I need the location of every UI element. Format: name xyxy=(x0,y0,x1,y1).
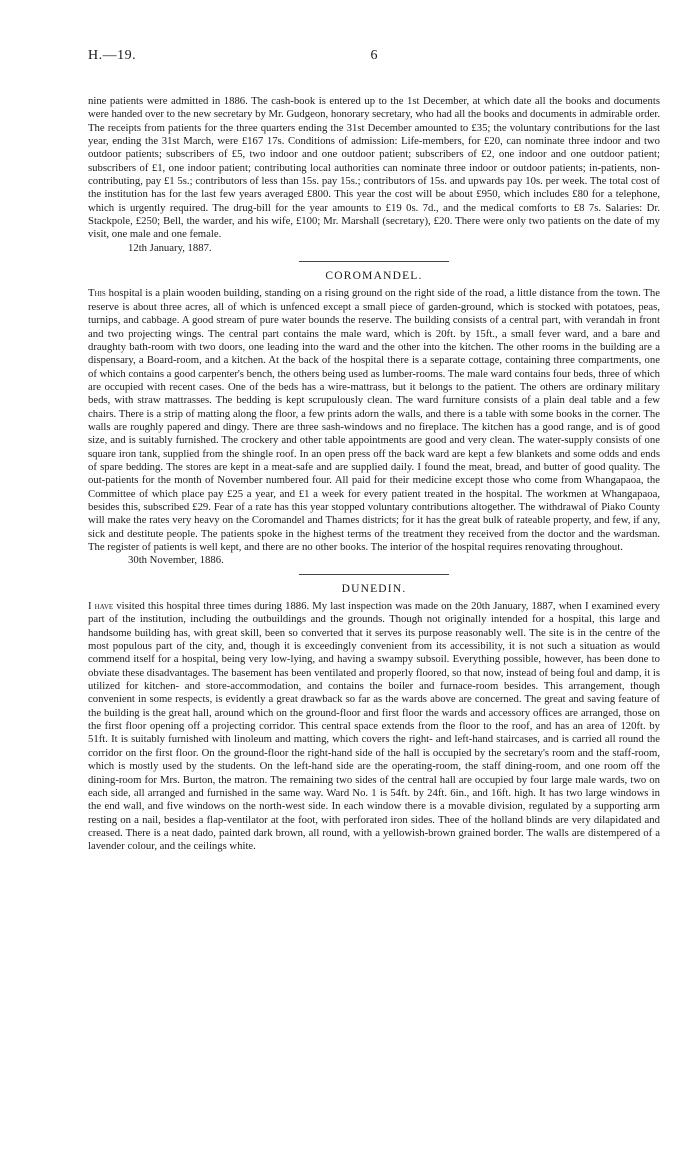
page-number: 6 xyxy=(370,48,378,63)
section-divider xyxy=(299,261,449,262)
report-reference: H.—19. xyxy=(88,48,137,63)
document-body xyxy=(88,95,660,854)
section-divider xyxy=(299,574,449,575)
dunedin-text: visited this hospital three times during 1886. My last inspection was made on the 20th January, 1887, when I examined every part of the institution, including the outbuildings and the grounds. Though not originally intended for a hospital, this large and handsome building has, with great skill, been so converted that it serves its purpose reasonably well. The site is in the centre of the most populous part of the city, and, though it is exceedingly convenient from its accessibility, it is not such a situation as would commend itself for a hospital, being very low-lying, and having a swampy subsoil. Everything possible, however, has been done to obviate these disadvantages. The basement has been ventilated and properly floored, so that now, instead of being foul and damp, it is utilized for kitchen- and store-accommodation, and contains the boiler and furnace-room besides. This arrangement, though convenient in some respects, is evidently a great drawback so far as the wards above are concerned. The great and saving feature of the building is the great hall, around which on the ground-floor and first floor the wards and accessory offices are arranged, those on the first floor opening off a projecting corridor. This central space extends from the floor to the roof, and has an area of 120ft. by 51ft. It is suitably furnished with linoleum and matting, which covers the right- and left-hand staircases, and is carried all round the corridor on the first floor. On the ground-floor the right-hand side of the hall is occupied by the secretary's room and the staff-room, which is mostly used by the students. On the left-hand side are the operating-room, the staff dining-room, and one room off the dining-room for Mrs. Burton, the matron. The remaining two sides of the central hall are occupied by four large male wards, two on each side, all arranged and furnished in the same way. Ward No. 1 is 54ft. by 24ft. 6in., and 16ft. high. It has two large windows in the end wall, and five windows on the north-west side. In each window there is a movable division, regulated by a supporting arm resting on a nail, besides a flap-ventilator at the foot, with perforated iron sides. Thee of the holland blinds are very dilapidated and creased. There is a neat dado, painted dark brown, all round, with a yellowish-brown grained border. The walls are distempered of a lavender colour, and the ceilings white. xyxy=(88,600,660,853)
section-title-coromandel: COROMANDEL. xyxy=(325,270,423,283)
dunedin-first-word: I have xyxy=(88,600,114,613)
running-head xyxy=(88,48,660,68)
section-title-dunedin: DUNEDIN. xyxy=(341,582,407,595)
coromandel-text: hospital is a plain wooden building, standing on a rising ground on the right side of the road, a little distance from the town. The reserve is about three acres, all of which is unfenced except a small piece of garden-ground, which is stocked with potatoes, peas, turnips, and cabbage. A good stream of pure water bounds the reserve. The building consists of a central part, with verandah in front and two projecting wings. The central part contains the male ward, which is 20ft. by 15ft., a small fever ward, and a bare and draughty bath-room with two doors, one leading into the ward and the other into the kitchen. The other rooms in the building are a dispensary, a Board-room, and a kitchen. At the back of the hospital there is a separate cottage, containing three compartments, one of which contains a good carpenter's bench, the others being used as lumber-rooms. The male ward contains four beds, three of which are occupied with recent cases. One of the beds has a wire-mattrass, but it belongs to the patient. The others are ordinary military beds, with straw mattrasses. The bedding is kept scrupulously clean. The ward furniture consists of a plain deal table and a few chairs. There is a strip of matting along the floor, a few prints adorn the walls, and there is a table with some books in the corner. The walls are roughly papered and dingy. There are three sash-windows and no fireplace. The kitchen has a good range, and is of good size, and is suitably furnished. The crockery and other table appointments are good and very clean. The water-supply consists of one square iron tank, supplied from the shingle roof. In an open press off the back ward are kept a few blankets and some odds and ends of spare bedding. The stores are kept in a meat-safe and are supplied daily. I found the meat, bread, and butter of good quality. The out-patients for the month of November numbered four. All paid for their medicine except those who come from Whangapaoa, the Committee of which place pay £25 a year, and £1 a week for every patient treated in the hospital. The workmen at Whangapaoa, besides this, subscribed £29. Fear of a rate has this year stopped voluntary contributions altogether. The withdrawal of Piako County will make the rates very heavy on the Coromandel and Thames districts; for it has the great bulk of rateable property, and few, if any, sick and destitute people. The patients spoke in the highest terms of the treatment they received from the doctor and the wardsman. The register of patients is well kept, and there are no other books. The interior of the hospital requires renovating throughout. xyxy=(88,287,660,553)
continuation-paragraph: nine patients were admitted in 1886. The cash-book is entered up to the 1st December, at which date all the books and documents were handed over to the new secretary by Mr. Gudgeon, honorary secretary, who had all the books and documents in admirable order. The receipts from patients for the three quarters ending the 31st December amounted to £35; the voluntary contributions for the last year, ending the 31st March, were £167 17s. Conditions of admission: Life-members, for £20, can nominate three indoor and two outdoor patients; subscribers of £5, two indoor and one outdoor patient; subscribers of £2, one indoor and one outdoor patient; subscribers of £1, one indoor patient; contributing local authorities can nominate three indoor or outdoor patients; in-patients, non-contributing, pay £1 5s.; contributors of less than 15s. pay 15s.; contributors of 15s. and upwards pay 10s. per week. The total cost of the institution has for the last few years averaged £800. This year the cost will be about £950, which includes £80 for a telephone, which is urgently required. The drug-bill for the year amounts to £19 0s. 7d., and the medical comforts to £8 7s. Salaries: Dr. Stackpole, £250; Bell, the warder, and his wife, £100; Mr. Marshall (secretary), £20. There were only two patients on the date of my visit, one male and one female. xyxy=(88,95,660,241)
continuation-date: 12th January, 1887. xyxy=(128,241,212,254)
coromandel-date: 30th November, 1886. xyxy=(128,554,224,567)
coromandel-first-word: This xyxy=(88,287,106,300)
dunedin-paragraph xyxy=(88,600,660,854)
coromandel-paragraph xyxy=(88,287,660,554)
